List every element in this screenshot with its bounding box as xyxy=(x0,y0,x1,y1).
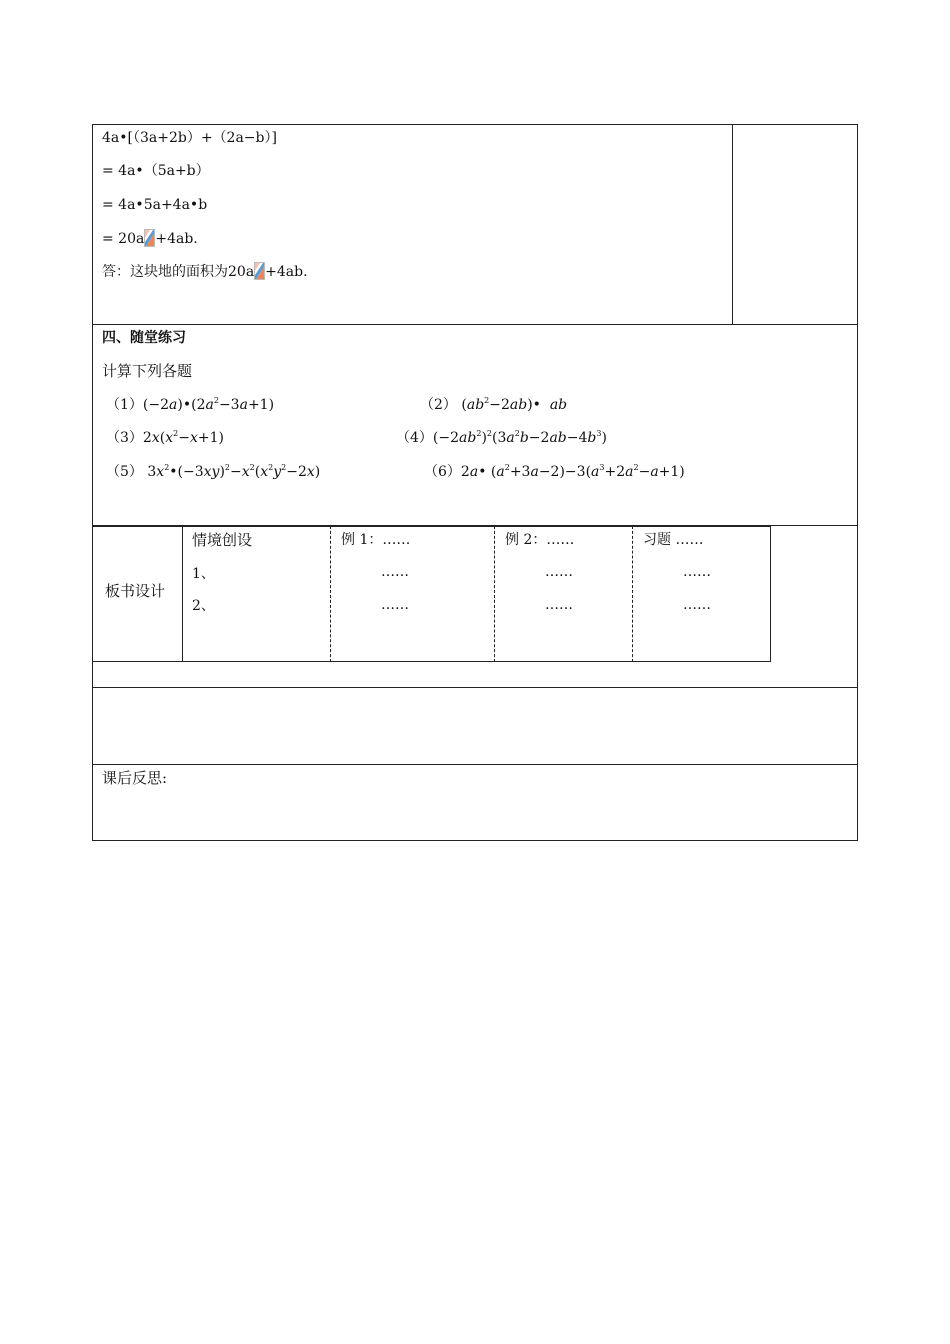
top-right-divider xyxy=(732,124,733,324)
board-col4-line-2: …… xyxy=(683,564,711,580)
answer-line: 答：这块地的面积为20a +4ab. xyxy=(102,264,308,280)
board-col1-line-3: 2、 xyxy=(192,598,215,614)
board-col4-line-1: 习题 …… xyxy=(643,532,704,548)
practice-heading: 四、随堂练习 xyxy=(102,330,186,346)
board-col2-line-2: …… xyxy=(381,564,409,580)
problem-5: （5） $3x^2•(-3xy)^2-x^2(x^2y^2-2x)$ xyxy=(106,463,321,480)
problem-4: $(4)(-2ab^2)^2(3a^2b-2ab-4b^3)$ xyxy=(396,429,607,446)
board-col3-line-2: …… xyxy=(545,564,573,580)
board-col2-line-1: 例 1：…… xyxy=(341,532,411,548)
problem-3: $(3)2x(x^2-x+1)$ xyxy=(106,429,224,446)
board-col-divider-3 xyxy=(494,526,495,662)
board-design-label: 板书设计 xyxy=(105,582,166,600)
board-col2-line-3: …… xyxy=(381,597,409,613)
problem-2: （2） $(ab^2-2ab)•$ ab xyxy=(420,396,568,413)
lesson-table xyxy=(92,124,858,841)
board-col-divider-2 xyxy=(330,526,331,662)
solution-line-3: = 4a•5a+4a•b xyxy=(102,197,208,213)
board-col-divider-4 xyxy=(632,526,633,662)
solution-line-1: 4a•[（3a+2b）+（2a−b）] xyxy=(102,130,277,146)
divider-empty-reflection xyxy=(92,764,858,765)
divider-board-empty xyxy=(92,687,858,688)
solution-line-4: = 20a +4ab. xyxy=(102,231,198,247)
practice-instruction: 计算下列各题 xyxy=(102,362,193,380)
board-col4-line-3: …… xyxy=(683,597,711,613)
divider-top-practice xyxy=(92,324,858,325)
reflection-label: 课后反思: xyxy=(102,769,168,787)
board-col1-line-2: 1、 xyxy=(192,566,215,582)
board-col1-line-1: 情境创设 xyxy=(192,531,253,549)
problem-6: （6）2a• $(a^2+3a-2)-3(a^3+2a^2-a+1)$ xyxy=(424,463,685,480)
board-col-divider-1 xyxy=(182,526,183,662)
board-col3-line-1: 例 2：…… xyxy=(505,532,575,548)
broken-image-icon xyxy=(254,262,265,280)
board-col3-line-3: …… xyxy=(545,597,573,613)
solution-line-2: = 4a•（5a+b） xyxy=(102,163,210,179)
broken-image-icon xyxy=(144,229,155,247)
problem-1: $(1)(-2a)•(2a^2-3a+1)$ xyxy=(106,396,275,413)
